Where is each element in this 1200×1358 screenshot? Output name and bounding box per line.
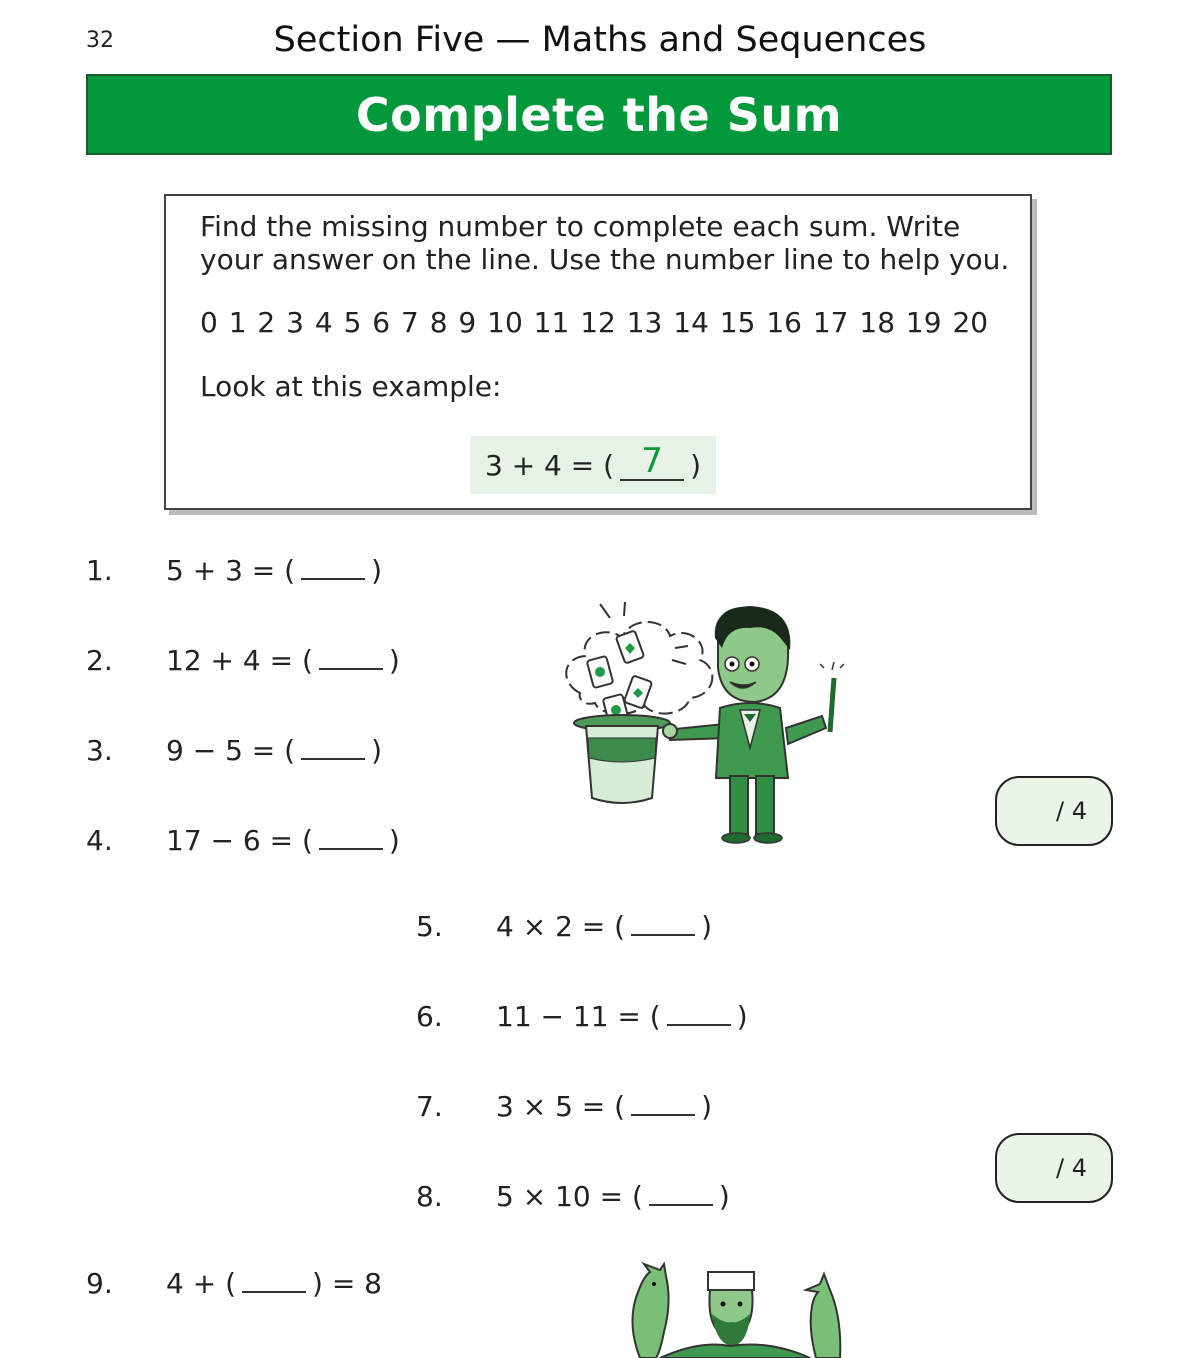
question-5 xyxy=(416,904,712,943)
answer-line[interactable] xyxy=(649,1174,713,1206)
question-right: ) xyxy=(371,734,383,767)
question-right: ) xyxy=(718,1180,730,1213)
score-box-2[interactable] xyxy=(995,1133,1113,1203)
answer-line[interactable] xyxy=(631,904,695,936)
question-number: 3. xyxy=(86,734,113,767)
answer-line[interactable] xyxy=(667,994,731,1026)
page-number: 32 xyxy=(86,28,114,53)
example-answer-line xyxy=(620,441,684,481)
question-left: 4 + ( xyxy=(166,1267,236,1300)
magician-illustration-icon xyxy=(550,598,850,853)
section-title: Section Five — Maths and Sequences xyxy=(273,20,927,60)
fishmonger-illustration-icon xyxy=(620,1262,860,1358)
instructions-text: Find the missing number to complete each sum. Write your answer on the line. Use the number line to help you. xyxy=(200,210,1010,276)
answer-line[interactable] xyxy=(301,728,365,760)
question-left: 12 + 4 = ( xyxy=(166,644,313,677)
instructions-box xyxy=(164,194,1032,510)
question-right: ) xyxy=(736,1000,748,1033)
question-right: ) = 8 xyxy=(312,1267,382,1300)
question-right: ) xyxy=(388,644,400,677)
answer-line[interactable] xyxy=(319,818,383,850)
question-right: ) xyxy=(388,824,400,857)
question-4 xyxy=(86,818,400,857)
question-right: ) xyxy=(701,1090,713,1123)
score-label: / 4 xyxy=(1056,797,1087,825)
question-number: 7. xyxy=(416,1090,443,1123)
question-8 xyxy=(416,1174,730,1213)
question-number: 6. xyxy=(416,1000,443,1033)
question-left: 11 − 11 = ( xyxy=(496,1000,661,1033)
question-left: 5 + 3 = ( xyxy=(166,554,296,587)
question-right: ) xyxy=(371,554,383,587)
answer-line[interactable] xyxy=(242,1261,306,1293)
question-number: 8. xyxy=(416,1180,443,1213)
question-number: 4. xyxy=(86,824,113,857)
example-right: ) xyxy=(690,448,701,482)
question-left: 5 × 10 = ( xyxy=(496,1180,643,1213)
question-6 xyxy=(416,994,748,1033)
answer-line[interactable] xyxy=(301,548,365,580)
question-left: 4 × 2 = ( xyxy=(496,910,626,943)
question-left: 9 − 5 = ( xyxy=(166,734,296,767)
question-number: 9. xyxy=(86,1267,113,1300)
question-right: ) xyxy=(701,910,713,943)
title-banner xyxy=(86,74,1112,155)
example-sum xyxy=(470,436,716,494)
question-9 xyxy=(86,1261,382,1300)
question-3 xyxy=(86,728,382,767)
score-box-1[interactable] xyxy=(995,776,1113,846)
example-answer: 7 xyxy=(641,441,663,481)
banner-title: Complete the Sum xyxy=(355,87,843,142)
example-left: 3 + 4 = ( xyxy=(484,448,615,482)
question-1 xyxy=(86,548,382,587)
question-left: 3 × 5 = ( xyxy=(496,1090,626,1123)
example-label: Look at this example: xyxy=(200,370,502,403)
question-2 xyxy=(86,638,400,677)
score-label: / 4 xyxy=(1056,1154,1087,1182)
number-line: 0 1 2 3 4 5 6 7 8 9 10 11 12 13 14 15 16 17 18 19 20 xyxy=(200,306,989,339)
answer-line[interactable] xyxy=(319,638,383,670)
question-number: 1. xyxy=(86,554,113,587)
question-7 xyxy=(416,1084,712,1123)
answer-line[interactable] xyxy=(631,1084,695,1116)
question-number: 5. xyxy=(416,910,443,943)
question-number: 2. xyxy=(86,644,113,677)
question-left: 17 − 6 = ( xyxy=(166,824,313,857)
